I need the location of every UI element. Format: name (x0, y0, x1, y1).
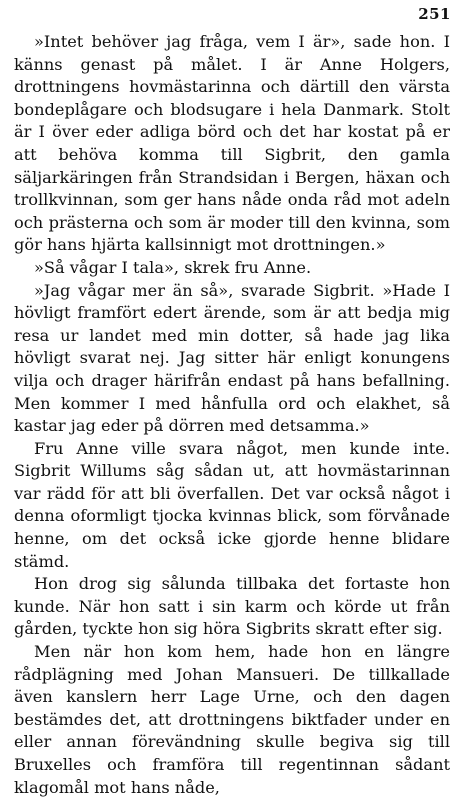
paragraph: »Intet behöver jag fråga, vem I är», sade hon. I känns genast på målet. I är Anne Holgers, drottningens hovmästarinna och därtill den värsta bondeplågare och blodsugare i hela Danmark. Stolt är I över eder adliga börd och det har kostat på er att behöva komma till Sigbrit, den gamla säljarkäringen från Strandsidan i Bergen, häxan och trollkvinnan, som ger hans nåde onda råd mot adeln och prästerna och som är moder till den kvinna, som gör hans hjärta kallsinnigt mot drottningen.» (14, 32, 450, 255)
body-text (14, 31, 450, 799)
paragraph: »Så vågar I tala», skrek fru Anne. (34, 257, 312, 277)
paragraph: »Jag vågar mer än så», svarade Sigbrit. »Hade I hövligt framfört edert ärende, som är att bedja mig resa ur landet med min dotter, så hade jag lika hövligt svarat nej. Jag sitter här enligt konungens vilja och drager härifrån endast på hans befallning. Men kommer I med hånfulla ord och elakhet, så kastar jag eder på dörren med detsamma.» (14, 280, 450, 436)
paragraph: Men när hon kom hem, hade hon en längre rådplägning med Johan Mansueri. De tillkallade även kanslern herr Lage Urne, och den dagen bestämdes det, att drottningens biktfader under en eller annan förevändning skulle begiva sig till Bruxelles och framföra till regentinnan sådant klagomål mot hans nåde, (14, 642, 450, 797)
page-number: 251 (418, 5, 451, 23)
paragraph: Fru Anne ville svara något, men kunde inte. Sigbrit Willums såg sådan ut, att hovmästarinnan var rädd för att bli överfallen. Det var också något i denna oformligt tjocka kvinnas blick, som förvånade henne, om det också icke gjorde henne blidare stämd. (14, 438, 450, 571)
paragraph: Hon drog sig sålunda tillbaka det fortaste hon kunde. När hon satt i sin karm och körde ut från gården, tyckte hon sig höra Sigbrits skratt efter sig. (14, 574, 450, 639)
